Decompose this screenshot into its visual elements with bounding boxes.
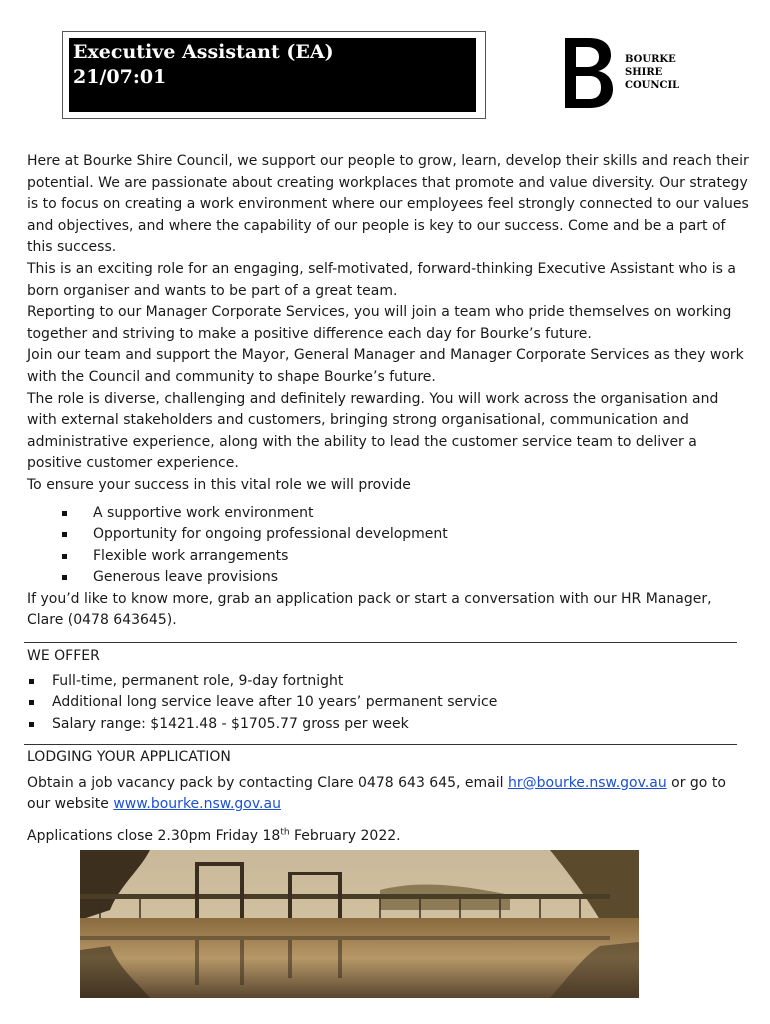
lodging-text: Obtain a job vacancy pack by contacting Clare 0478 643 645, email hr@bourke.nsw.gov.au or go to our website www.bourke.nsw.gov.au: [27, 774, 726, 812]
offer-section: [27, 646, 752, 735]
provisions-list: [27, 503, 752, 589]
intro-paragraph: This is an exciting role for an engaging, self-motivated, forward-thinking Executive Assistant who is a born organiser and wants to be part of a great team.: [27, 260, 736, 299]
job-reference: 21/07:01: [73, 66, 167, 88]
closing-date: Applications close 2.30pm Friday 18th February 2022.: [27, 826, 401, 844]
list-item: Full-time, permanent role, 9-day fortnight: [27, 671, 752, 693]
intro-paragraph: Reporting to our Manager Corporate Services, you will join a team who pride themselves on working together and striving to make a positive difference each day for Bourke’s future.: [27, 304, 732, 342]
intro-paragraph: To ensure your success in this vital role we will provide: [27, 476, 411, 493]
email-link[interactable]: hr@bourke.nsw.gov.au: [507, 774, 667, 791]
list-item: Generous leave provisions: [27, 567, 752, 589]
divider: [24, 642, 737, 643]
offer-list: [27, 671, 752, 736]
job-title: Executive Assistant (EA): [73, 41, 334, 63]
website-link[interactable]: www.bourke.nsw.gov.au: [113, 796, 281, 812]
list-item: Salary range: $1421.48 - $1705.77 gross per week: [27, 714, 752, 736]
list-item: Additional long service leave after 10 years’ permanent service: [27, 692, 752, 714]
logo-b-icon: [565, 38, 613, 108]
lodging-section: [27, 747, 752, 847]
contact-paragraph: If you’d like to know more, grab an application pack or start a conversation with our HR Manager, Clare (0478 643645).: [27, 590, 712, 629]
intro-section: [27, 151, 752, 632]
divider: [24, 744, 737, 745]
intro-paragraph: Join our team and support the Mayor, General Manager and Manager Corporate Services as they work with the Council and community to shape Bourke’s future.: [27, 347, 744, 385]
list-item: A supportive work environment: [27, 503, 752, 525]
bridge-river-photo: [80, 850, 639, 998]
job-title-banner: [69, 38, 476, 112]
intro-paragraph: The role is diverse, challenging and definitely rewarding. You will work across the organisation and with external stakeholders and customers, bringing strong organisational, communication and administrative experience, along with the ability to lead the customer service team to deliver a positive customer experience.: [27, 390, 719, 472]
offer-heading: WE OFFER: [27, 648, 100, 664]
council-logo: [565, 38, 695, 110]
intro-paragraph: Here at Bourke Shire Council, we support our people to grow, learn, develop their skills and reach their potential. We are passionate about creating workplaces that promote and value diversity. Our strategy is to focus on creating a work environment where our employees feel strongly connected to our values and objectives, and where the capability of our people is key to our success. Come and be a part of this success.: [27, 153, 749, 256]
list-item: Flexible work arrangements: [27, 546, 752, 568]
lodging-heading: LODGING YOUR APPLICATION: [27, 749, 231, 765]
list-item: Opportunity for ongoing professional development: [27, 524, 752, 546]
logo-wordmark: BOURKE SHIRE COUNCIL: [625, 54, 680, 91]
